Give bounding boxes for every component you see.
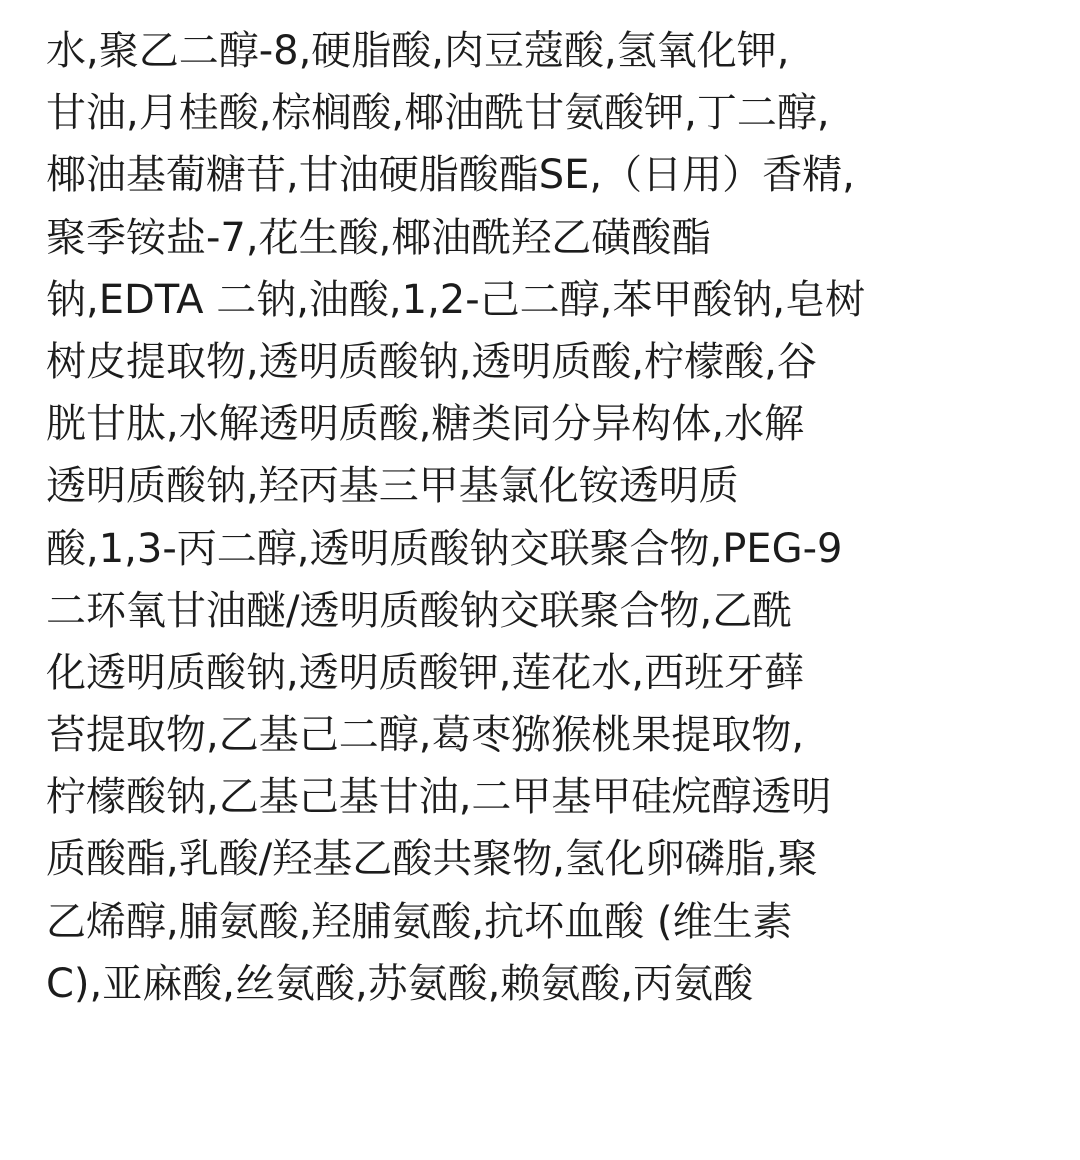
ingredient-line: 化透明质酸钠,透明质酸钾,莲花水,西班牙藓	[46, 649, 805, 696]
ingredient-line: 乙烯醇,脯氨酸,羟脯氨酸,抗坏血酸 (维生素	[46, 898, 793, 945]
ingredient-line: 水,聚乙二醇-8,硬脂酸,肉豆蔻酸,氢氧化钾,	[46, 28, 790, 74]
ingredient-line: 苔提取物,乙基己二醇,葛枣猕猴桃果提取物,	[46, 712, 805, 759]
ingredient-line: 二环氧甘油醚/透明质酸钠交联聚合物,乙酰	[46, 587, 793, 634]
ingredient-line: 钠,EDTA 二钠,油酸,1,2-己二醇,苯甲酸钠,皂树	[46, 276, 866, 323]
ingredient-line: 椰油基葡糖苷,甘油硬脂酸酯SE,（日用）香精,	[46, 152, 855, 199]
ingredient-list	[46, 20, 1056, 1015]
ingredient-line: 聚季铵盐-7,花生酸,椰油酰羟乙磺酸酯	[46, 214, 712, 261]
ingredient-line: 树皮提取物,透明质酸钠,透明质酸,柠檬酸,谷	[46, 338, 817, 385]
ingredient-line: C),亚麻酸,丝氨酸,苏氨酸,赖氨酸,丙氨酸	[46, 960, 754, 1007]
ingredient-line: 质酸酯,乳酸/羟基乙酸共聚物,氢化卵磷脂,聚	[46, 836, 818, 883]
ingredient-line: 酸,1,3-丙二醇,透明质酸钠交联聚合物,PEG-9	[46, 525, 843, 572]
ingredient-line: 透明质酸钠,羟丙基三甲基氯化铵透明质	[46, 463, 739, 510]
ingredient-line: 甘油,月桂酸,棕榈酸,椰油酰甘氨酸钾,丁二醇,	[46, 90, 830, 137]
ingredient-line: 柠檬酸钠,乙基己基甘油,二甲基甲硅烷醇透明	[46, 774, 832, 821]
ingredient-line: 胱甘肽,水解透明质酸,糖类同分异构体,水解	[46, 401, 805, 448]
